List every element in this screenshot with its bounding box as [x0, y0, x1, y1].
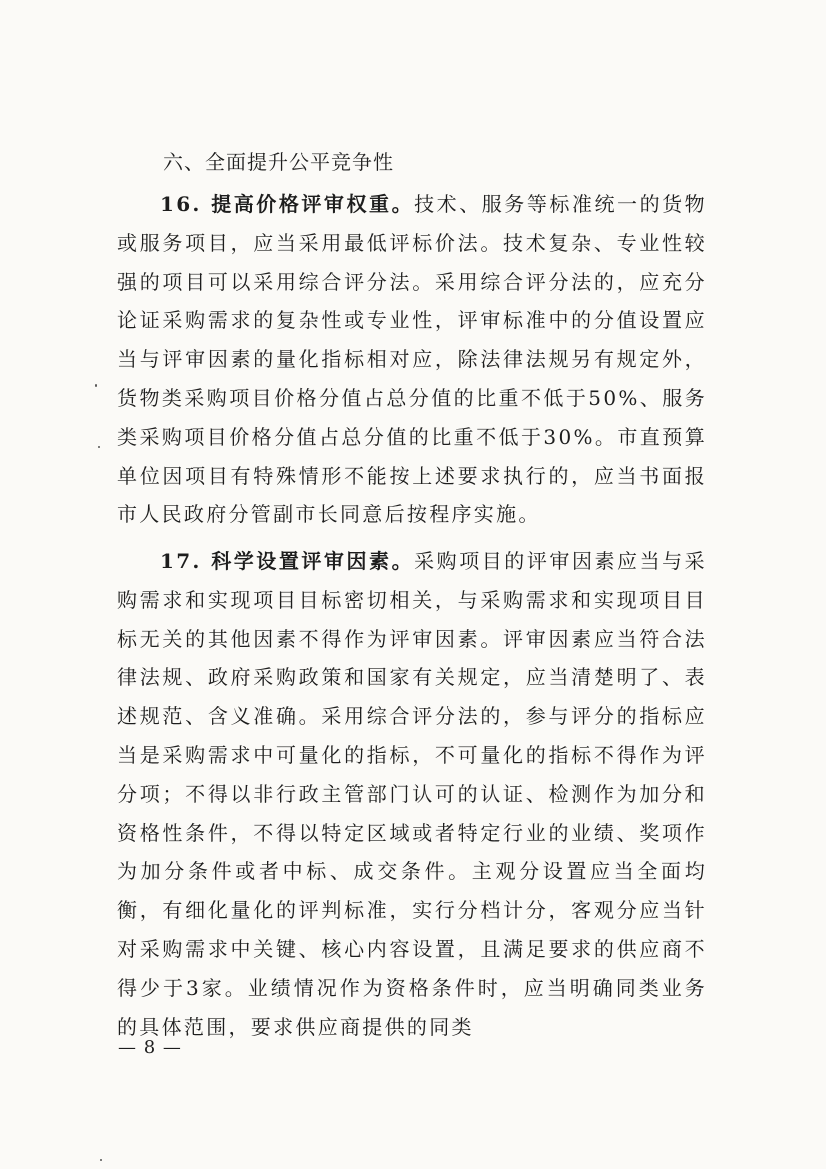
item-17-paragraph [117, 542, 707, 1046]
scan-speck [98, 446, 100, 448]
page-number: — 8 — [118, 1037, 182, 1058]
item-16-paragraph [117, 185, 707, 534]
section-heading: 六、全面提升公平竞争性 [163, 150, 394, 174]
scan-speck [100, 1159, 102, 1161]
item-16-body: 技术、服务等标准统一的货物或服务项目，应当采用最低评标价法。技术复杂、专业性较强的项目可以采用综合评分法。采用综合评分法的，应充分论证采购需求的复杂性或专业性，评审标准中的分值设置应当与评审因素的量化指标相对应，除法律法规另有规定外，货物类采购项目价格分值占总分值的比重不低于50%、服务类采购项目价格分值占总分值的比重不低于30%。市直预算单位因项目有特殊情形不能按上述要求执行的，应当书面报市人民政府分管副市长同意后按程序实施。 [117, 192, 707, 527]
item-17-title: 17. 科学设置评审因素。 [160, 549, 415, 573]
item-17-body: 采购项目的评审因素应当与采购需求和实现项目目标密切相关，与采购需求和实现项目目标无关的其他因素不得作为评审因素。评审因素应当符合法律法规、政府采购政策和国家有关规定，应当清楚明了、表述规范、含义准确。采用综合评分法的，参与评分的指标应当是采购需求中可量化的指标，不可量化的指标不得作为评分项；不得以非行政主管部门认可的认证、检测作为加分和资格性条件，不得以特定区域或者特定行业的业绩、奖项作为加分条件或者中标、成交条件。主观分设置应当全面均衡，有细化量化的评判标准，实行分档计分，客观分应当针对采购需求中关键、核心内容设置，且满足要求的供应商不得少于3家。业绩情况作为资格条件时，应当明确同类业务的具体范围，要求供应商提供的同类 [117, 549, 707, 1039]
scan-speck [95, 384, 97, 387]
item-16-title: 16. 提高价格评审权重。 [160, 192, 415, 216]
